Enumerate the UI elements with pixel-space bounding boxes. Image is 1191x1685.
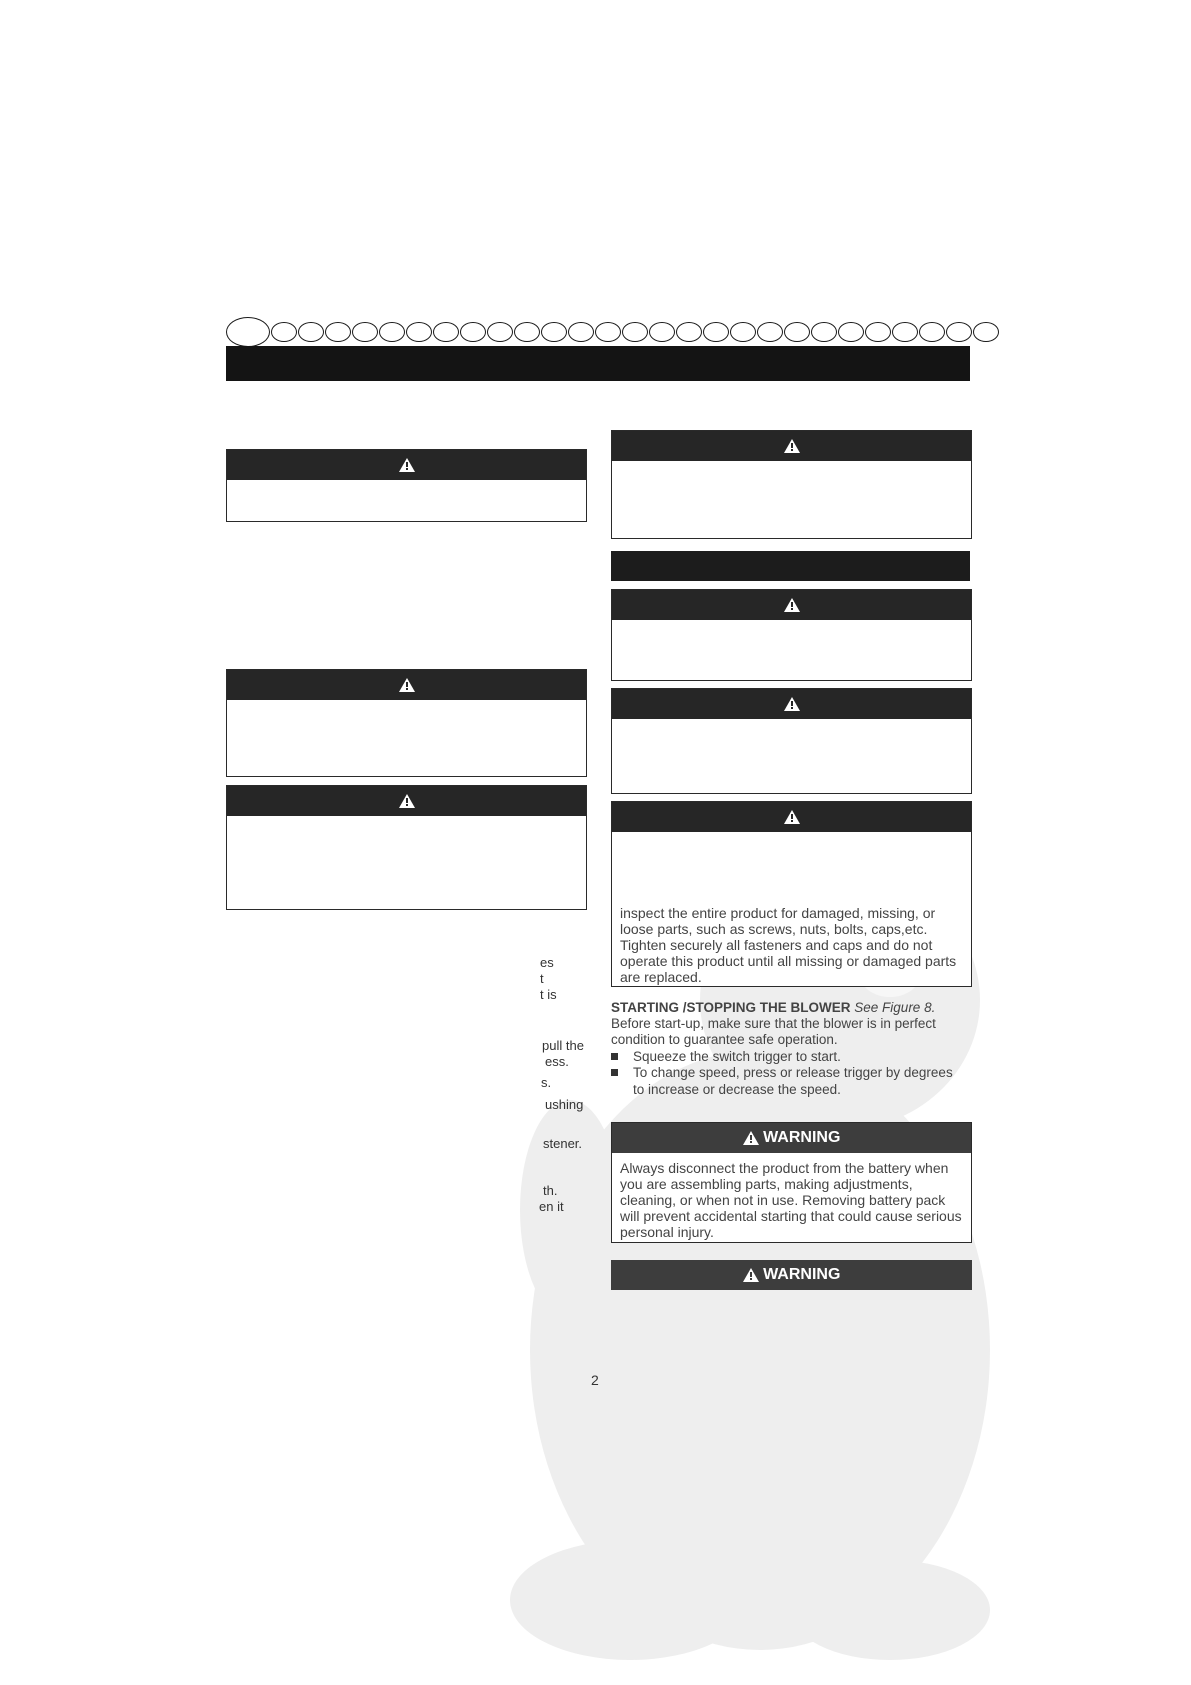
language-oval <box>703 322 729 342</box>
bullet-item-continued: to increase or decrease the speed. <box>633 1082 841 1097</box>
warning-triangle-icon <box>784 439 800 453</box>
bullet-item: Squeeze the switch trigger to start. <box>611 1049 971 1065</box>
language-oval <box>406 322 432 342</box>
warning-triangle-icon <box>784 697 800 711</box>
disconnect-warning-text: Always disconnect the product from the battery when you are assembling parts, making adjustments, cleaning, or when not in use. Removing battery pack will prevent accidental starting that could cause serious personal injury. <box>620 1160 962 1240</box>
warning-box-left-2 <box>226 669 587 777</box>
left-text-fragment: t is <box>540 987 557 1002</box>
warning-box-right-3 <box>611 688 972 794</box>
warning-triangle-icon <box>399 678 415 692</box>
left-text-fragment: ushing <box>545 1097 584 1112</box>
warning-triangle-icon <box>399 794 415 808</box>
language-oval <box>784 322 810 342</box>
warning-triangle-icon <box>399 458 415 472</box>
figure-reference: See Figure 8. <box>854 1000 936 1015</box>
language-oval <box>514 322 540 342</box>
left-text-fragment: s. <box>541 1075 552 1090</box>
warning-box-right-2 <box>611 589 972 681</box>
left-text-fragment: ess. <box>545 1054 569 1069</box>
bullet-item: To change speed, press or release trigger by degrees <box>611 1065 971 1081</box>
language-oval <box>865 322 891 342</box>
language-oval <box>595 322 621 342</box>
left-text-fragment: th. <box>543 1183 558 1198</box>
language-oval <box>298 322 324 342</box>
last-warning-box <box>611 1260 972 1290</box>
language-oval <box>622 322 648 342</box>
language-oval <box>325 322 351 342</box>
language-oval <box>676 322 702 342</box>
language-oval <box>649 322 675 342</box>
language-oval <box>460 322 486 342</box>
left-text-fragment: t <box>540 971 544 986</box>
language-oval <box>892 322 918 342</box>
warning-title: WARNING <box>763 1266 841 1283</box>
warning-triangle-icon <box>743 1131 759 1145</box>
warning-triangle-icon <box>784 810 800 824</box>
inspect-text: inspect the entire product for damaged, missing, or loose parts, such as screws, nuts, bolts, caps,etc. Tighten securely all fasteners and caps and do not operate this product until all missing or damaged parts are replaced. <box>620 905 957 985</box>
left-text-fragment: en it <box>539 1199 564 1214</box>
language-oval <box>919 322 945 342</box>
warning-triangle-icon <box>784 598 800 612</box>
bullet-square-icon <box>611 1053 618 1060</box>
left-text-fragment: es <box>540 955 554 970</box>
language-oval <box>568 322 594 342</box>
language-oval <box>946 322 972 342</box>
language-oval <box>487 322 513 342</box>
warning-box-right-4 <box>611 801 972 987</box>
left-text-fragment: stener. <box>543 1136 583 1151</box>
warning-box-left-1 <box>226 449 587 522</box>
language-oval <box>838 322 864 342</box>
left-text-fragment: pull the <box>542 1038 584 1053</box>
language-oval <box>379 322 405 342</box>
language-oval <box>811 322 837 342</box>
language-oval <box>757 322 783 342</box>
starting-stopping-heading <box>611 1000 935 1015</box>
heading-text: STARTING /STOPPING THE BLOWER <box>611 1000 851 1015</box>
warning-triangle-icon <box>743 1268 759 1282</box>
language-oval <box>352 322 378 342</box>
language-oval <box>730 322 756 342</box>
disconnect-warning-box <box>611 1122 972 1243</box>
warning-box-right-1 <box>611 430 972 539</box>
language-oval <box>271 322 297 342</box>
language-oval <box>433 322 459 342</box>
bullet-square-icon <box>611 1069 618 1076</box>
subsection-title-bar <box>611 551 970 581</box>
language-oval <box>973 322 999 342</box>
page-number: 2 <box>591 1372 599 1388</box>
section-title-bar <box>226 346 970 381</box>
language-oval <box>541 322 567 342</box>
warning-title: WARNING <box>763 1129 841 1146</box>
language-oval-active <box>226 317 270 347</box>
starting-intro: Before start-up, make sure that the blower is in perfect condition to guarantee safe operation. <box>611 1016 936 1047</box>
warning-box-left-3 <box>226 785 587 910</box>
